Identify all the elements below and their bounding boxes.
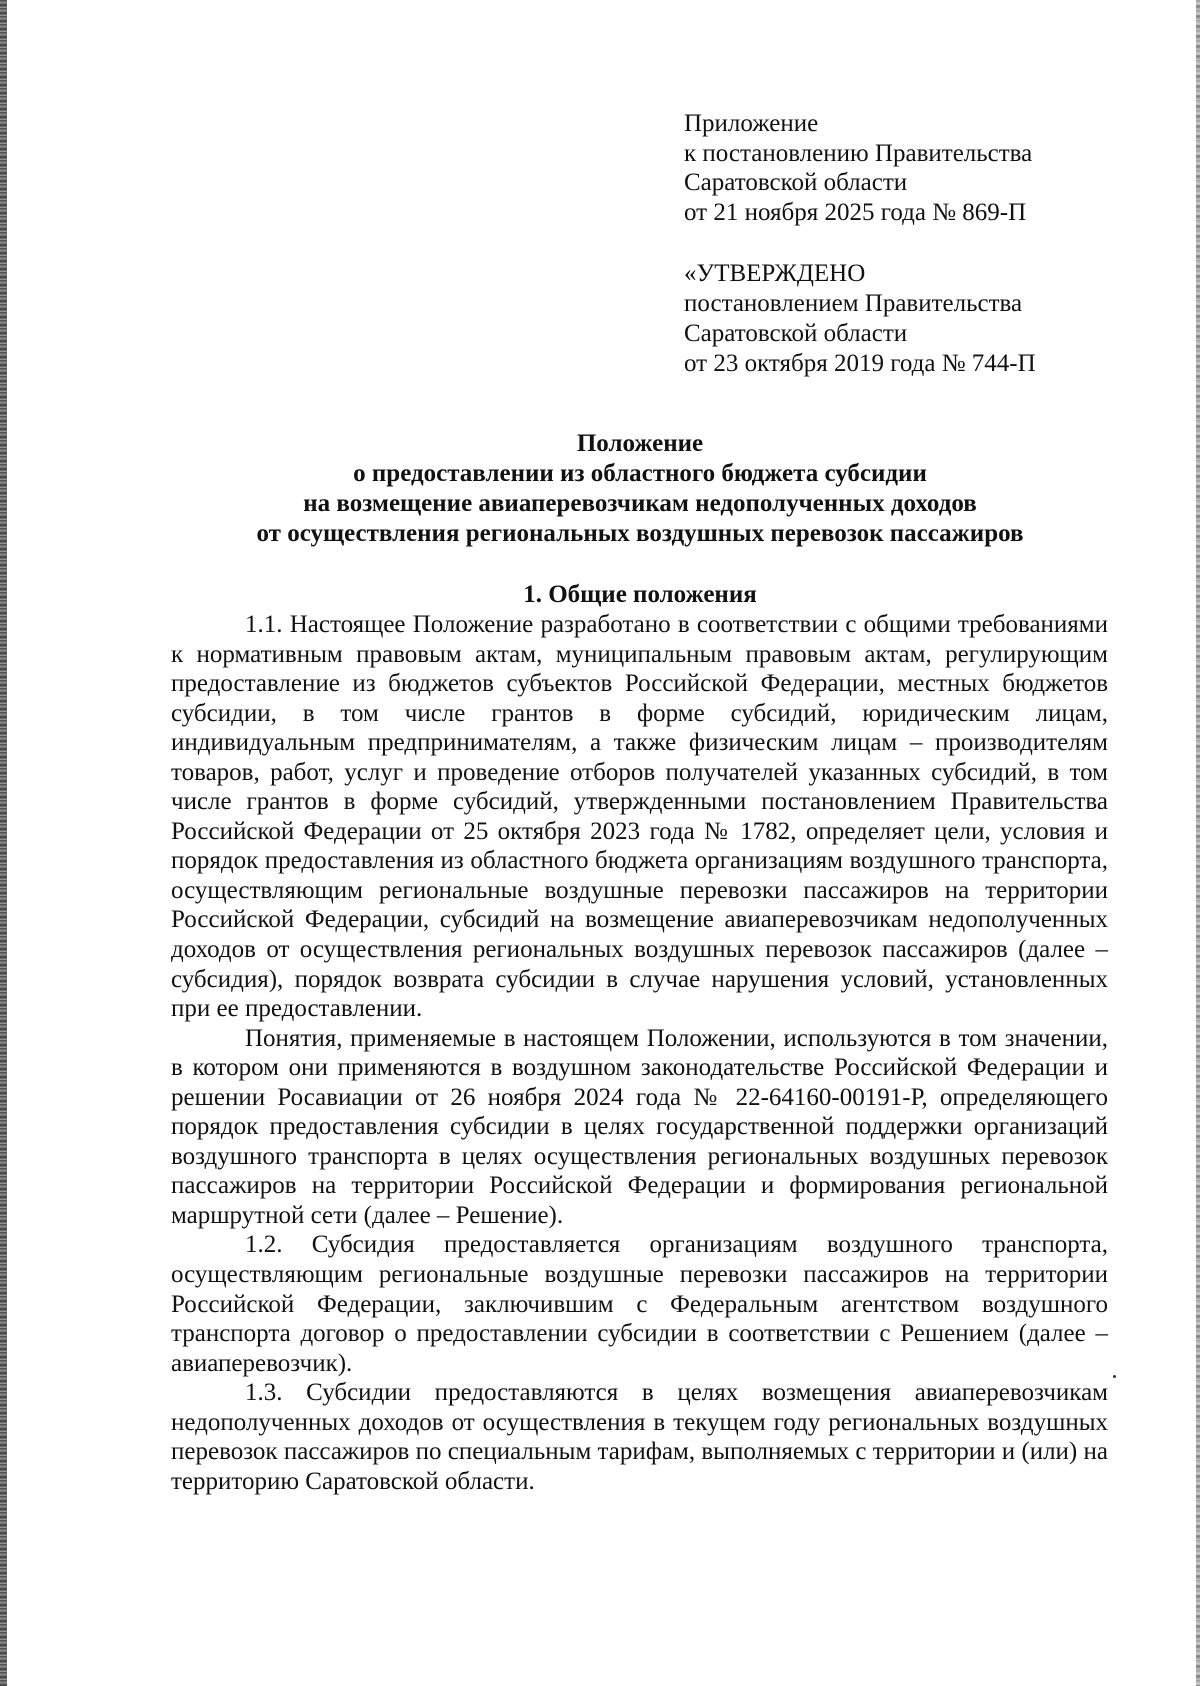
title-line: о предоставлении из областного бюджета субсидии [353, 460, 927, 487]
attachment-line: от 21 ноября 2025 года № 869-П [684, 198, 1027, 226]
attachment-line: Саратовской области [684, 169, 908, 196]
approval-line: постановлением Правительства [684, 290, 1023, 317]
title-line: на возмещение авиаперевозчикам недополученных доходов [303, 490, 977, 517]
paragraph-1-2: 1.2. Субсидия предоставляется организациям воздушного транспорта, осуществляющим региональные воздушные перевозки пассажиров на территории Российской Федерации, заключившим с Федеральным агентством воздушного транспорта договор о предоставлении субсидии в соответствии с Решением (далее – авиаперевозчик). [171, 1231, 1108, 1377]
approval-line: Саратовской области [684, 320, 908, 347]
paragraph-definitions: Понятия, применяемые в настоящем Положении, используются в том значении, в котором они применяются в воздушном законодательстве Российской Федерации и решении Росавиации от 26 ноября 2024 года № 22-64160-00191-Р, определяющего порядок предоставления субсидии в целях государственной поддержки организаций воздушного транспорта в целях осуществления региональных воздушных перевозок пассажиров на территории Российской Федерации и формирования региональной маршрутной сети (далее – Решение). [171, 1024, 1108, 1229]
scan-edge-left [0, 0, 7, 1686]
approval-block [684, 259, 1036, 379]
attachment-block [684, 109, 1032, 227]
scan-edge-right [1196, 0, 1200, 1686]
title-line: Положение [576, 430, 704, 457]
attachment-line: Приложение [684, 110, 819, 137]
section-body [171, 610, 1108, 1496]
paragraph-1-1: 1.1. Настоящее Положение разработано в соответствии с общими требованиями к нормативным правовым актам, муниципальным правовым актам, регулирующим предоставление из бюджетов субъектов Российской Федерации, местных бюджетов субсидии, в том числе грантов в форме субсидий, юридическим лицам, индивидуальным предпринимателям, а также физическим лицам – производителям товаров, работ, услуг и проведение отборов получателей указанных субсидий, в том числе грантов в форме субсидий, утвержденными постановлением Правительства Российской Федерации от 25 октября 2023 года № 1782, определяет цели, условия и порядок предоставления из областного бюджета организациям воздушного транспорта, осуществляющим региональные воздушные перевозки пассажиров на территории Российской Федерации, субсидий на возмещение авиаперевозчикам недополученных доходов от осуществления региональных воздушных перевозок пассажиров (далее – субсидия), порядок возврата субсидии в случае нарушения условий, установленных при ее предоставлении. [171, 611, 1108, 1023]
scan-dot [1113, 1375, 1116, 1378]
paragraph-1-3: 1.3. Субсидии предоставляются в целях возмещения авиаперевозчикам недополученных доходов от осуществления в текущем году региональных воздушных перевозок пассажиров по специальным тарифам, выполняемых с территории и (или) на территорию Саратовской области. [171, 1379, 1108, 1495]
document-title [150, 429, 1130, 549]
title-line: от осуществления региональных воздушных перевозок пассажиров [256, 520, 1024, 547]
attachment-line: к постановлению Правительства [684, 139, 1033, 167]
section-heading: 1. Общие положения [523, 581, 757, 608]
approval-line: от 23 октября 2019 года № 744-П [684, 350, 1036, 377]
approval-line: «УТВЕРЖДЕНО [684, 260, 866, 287]
